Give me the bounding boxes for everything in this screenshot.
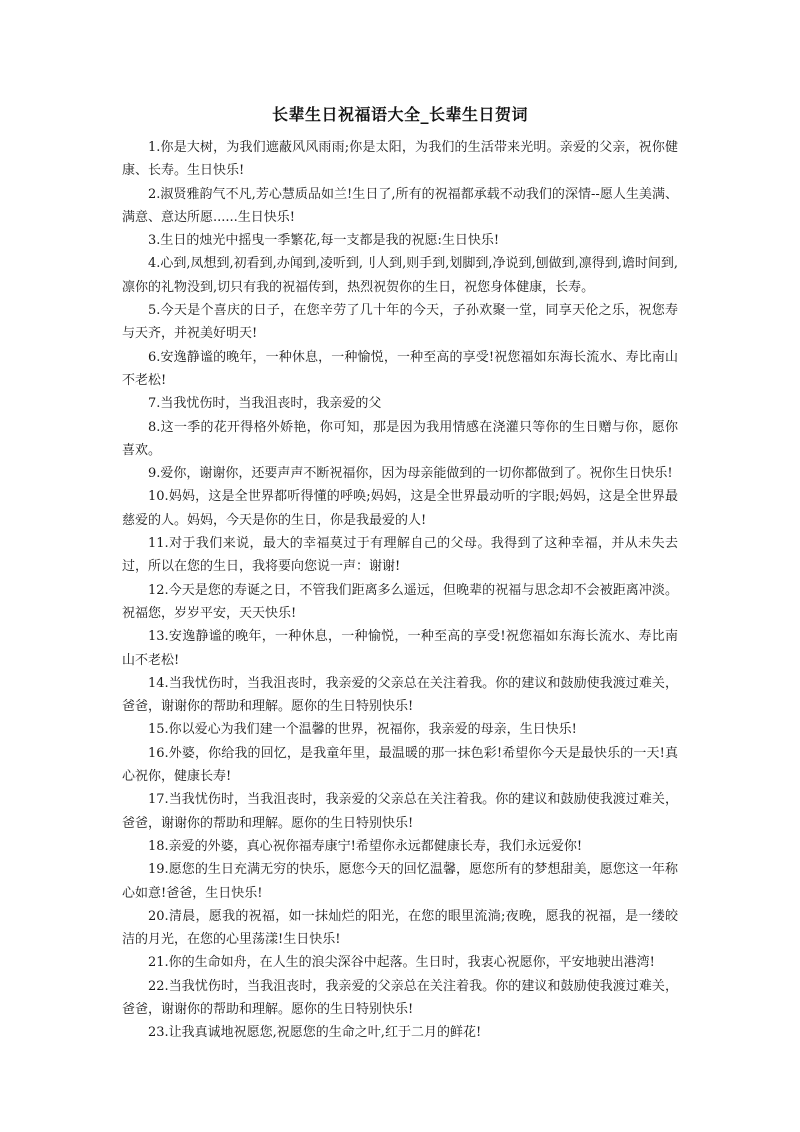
paragraph: 7.当我忧伤时，当我沮丧时，我亲爱的父 [148,396,382,412]
paragraph: 16.外婆，你给我的回忆，是我童年里，最温暖的那一抹色彩!希望你今天是最快乐的一天!真心祝你，健康长寿! [122,745,678,785]
paragraph: 20.清晨，愿我的祝福，如一抹灿烂的阳光，在您的眼里流淌;夜晚，愿我的祝福，是一缕皎洁的月光，在您的心里荡漾!生日快乐! [122,908,678,948]
paragraph: 14.当我忧伤时，当我沮丧时，我亲爱的父亲总在关注着我。你的建议和鼓励使我渡过难关，爸爸，谢谢你的帮助和理解。愿你的生日特别快乐! [122,675,678,715]
paragraph: 3.生日的烛光中摇曳一季繁花,每一支都是我的祝愿:生日快乐! [148,233,500,249]
document-body [122,136,678,1045]
paragraph: 10.妈妈，这是全世界都听得懂的呼唤;妈妈，这是全世界最动听的字眼;妈妈，这是全世界最慈爱的人。妈妈，今天是你的生日，你是我最爱的人! [122,489,678,528]
paragraph: 8.这一季的花开得格外娇艳，你可知，那是因为我用情感在浇灌只等你的生日赠与你，愿你喜欢。 [122,419,678,458]
paragraph: 21.你的生命如舟，在人生的浪尖深谷中起落。生日时，我衷心祝愿你，平安地驶出港湾! [148,955,655,971]
paragraph: 17.当我忧伤时，当我沮丧时，我亲爱的父亲总在关注着我。你的建议和鼓励使我渡过难关，爸爸，谢谢你的帮助和理解。愿你的生日特别快乐! [122,792,678,831]
paragraph: 19.愿您的生日充满无穷的快乐，愿您今天的回忆温馨，愿您所有的梦想甜美，愿您这一年称心如意!爸爸，生日快乐! [122,862,678,901]
paragraph: 18.亲爱的外婆，真心祝你福寿康宁!希望你永远都健康长寿，我们永远爱你! [148,838,583,854]
paragraph: 4.心到,凤想到,初看到,办闻到,凌听到,刂人到,则手到,划脚到,净说到,刨做到,凛得到,谵时间到,凛你的礼物没到,切只有我的祝福传到，热烈祝贺你的生日，祝您身体健康，长寿。 [122,256,678,295]
paragraph: 12.今天是您的寿诞之日，不管我们距离多么遥远，但晚辈的祝福与思念却不会被距离冲淡。祝福您，岁岁平安，天天快乐! [122,582,678,621]
paragraph: 13.安逸静谧的晚年，一种休息，一种愉悦，一种至高的享受!祝您福如东海长流水、寿比南山不老松! [122,629,678,668]
paragraph: 6.安逸静谧的晚年，一种休息，一种愉悦，一种至高的享受!祝您福如东海长流水、寿比南山不老松! [122,349,678,388]
paragraph: 11.对于我们来说，最大的幸福莫过于有理解自己的父母。我得到了这种幸福，并从未失去过，所以在您的生日，我将要向您说一声：谢谢! [122,536,678,575]
paragraph: 5.今天是个喜庆的日子，在您辛劳了几十年的今天，子孙欢聚一堂，同享天伦之乐，祝您寿与天齐，并祝美好明天! [122,303,678,342]
paragraph: 22.当我忧伤时，当我沮丧时，我亲爱的父亲总在关注着我。你的建议和鼓励使我渡过难关，爸爸，谢谢你的帮助和理解。愿你的生日特别快乐! [122,978,678,1017]
paragraph: 15.你以爱心为我们建一个温馨的世界，祝福你，我亲爱的母亲，生日快乐! [148,722,577,738]
document-title: 长辈生日祝福语大全_长辈生日贺词 [271,105,528,124]
paragraph: 9.爱你，谢谢你，还要声声不断祝福你，因为母亲能做到的一切你都做到了。祝你生日快乐! [148,466,673,482]
paragraph: 1.你是大树，为我们遮蔽风风雨雨;你是太阳，为我们的生活带来光明。亲爱的父亲，祝你健康、长寿。生日快乐! [122,140,678,179]
paragraph: 23.让我真诚地祝愿您,祝愿您的生命之叶,红于二月的鲜花! [148,1025,482,1041]
paragraph: 2.淑贤雅韵气不凡,芳心慧质品如兰!生日了,所有的祝福都承载不动我们的深情--愿人生美满、满意、意达所愿......生日快乐! [122,186,678,225]
